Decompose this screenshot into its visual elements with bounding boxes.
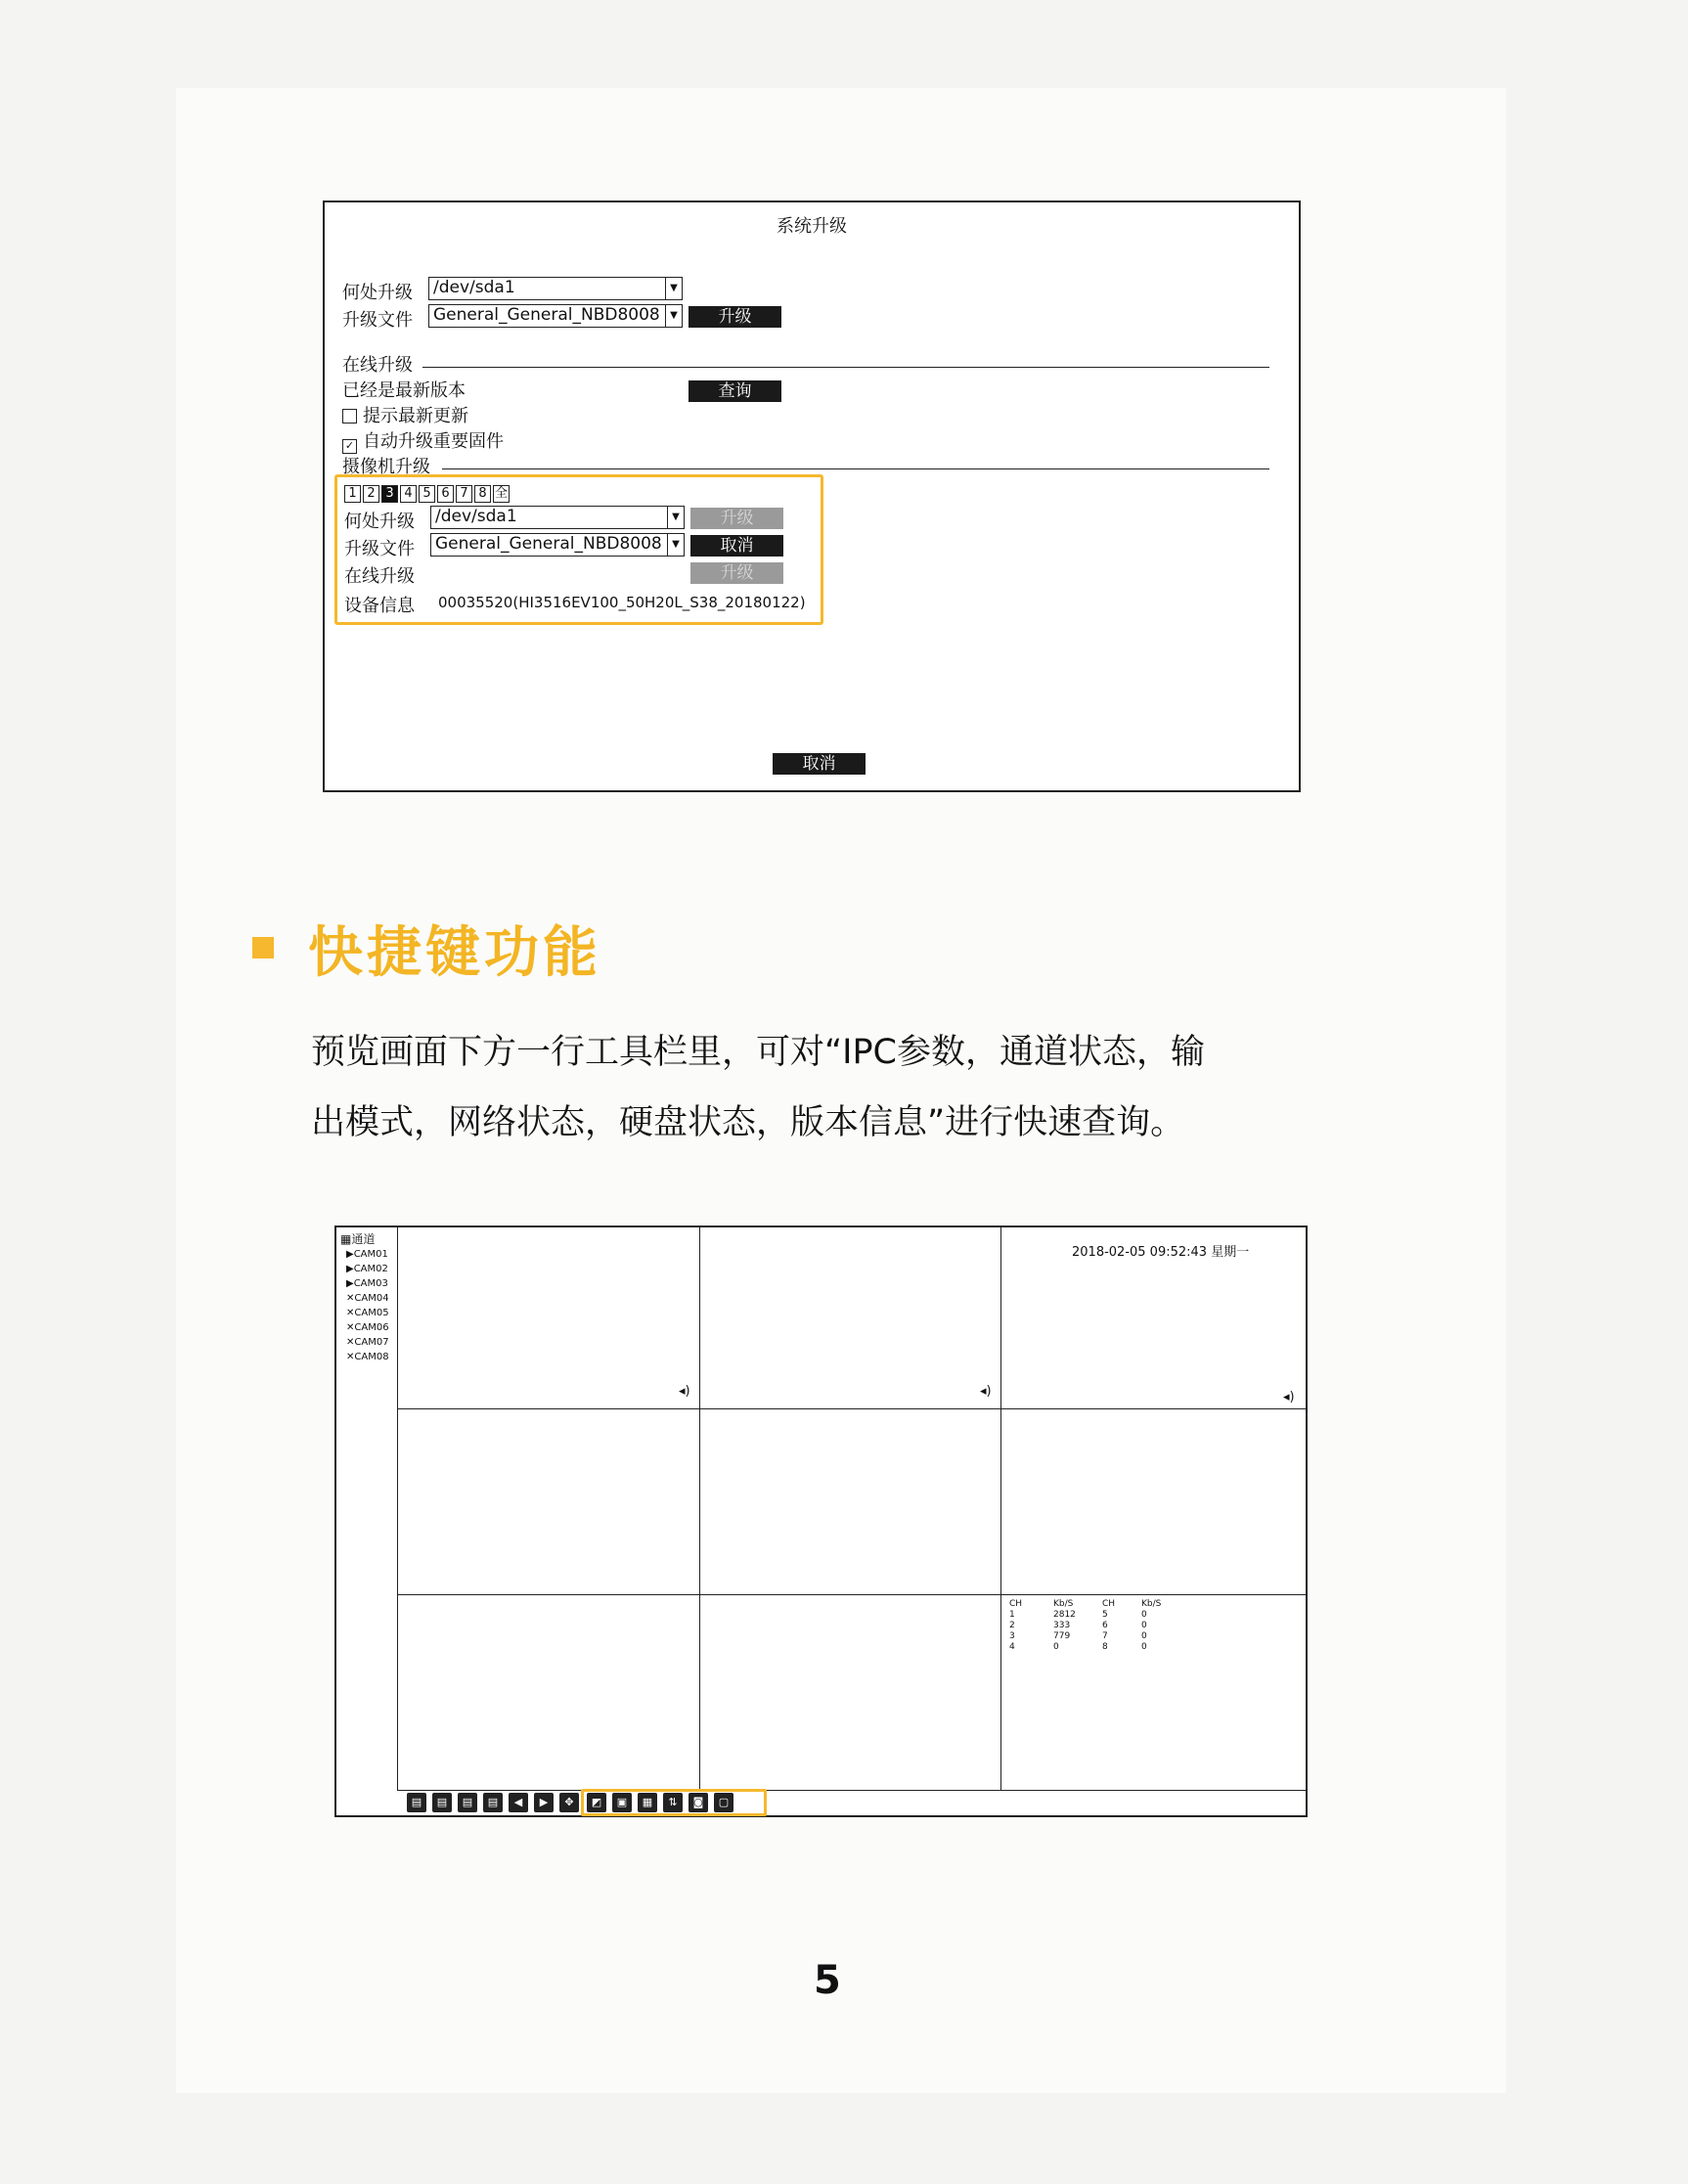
- system-upgrade-dialog: [323, 201, 1301, 792]
- auto-upgrade-checkbox[interactable]: ✓: [342, 439, 357, 454]
- dialog-title: 系统升级: [777, 216, 847, 237]
- prev-icon[interactable]: ◀: [509, 1793, 528, 1812]
- chevron-down-icon[interactable]: ▼: [665, 305, 682, 327]
- device-info-label: 设备信息: [344, 596, 415, 616]
- cam-upgrade-button[interactable]: 升级: [690, 508, 783, 529]
- preview-screen: [334, 1226, 1308, 1817]
- ipc-param-icon[interactable]: ◩: [587, 1793, 606, 1812]
- cam-where-select[interactable]: [430, 506, 685, 529]
- prompt-update-checkbox[interactable]: [342, 409, 357, 423]
- device-info-value: 00035520(HI3516EV100_50H20L_S38_20180122): [438, 594, 806, 611]
- channel-2-button[interactable]: 2: [363, 485, 379, 503]
- where-select[interactable]: [428, 277, 683, 300]
- stats-row: 1 2812 5 0: [1009, 1610, 1147, 1620]
- cam-where-label: 何处升级: [344, 512, 415, 532]
- stats-row: 2 333 6 0: [1009, 1621, 1147, 1630]
- speaker-icon[interactable]: ◂): [980, 1384, 992, 1399]
- prompt-update-option[interactable]: [342, 402, 468, 427]
- channel-all-button[interactable]: 全: [494, 486, 508, 501]
- version-info-icon[interactable]: ▢: [714, 1793, 733, 1812]
- view16-icon[interactable]: ▤: [483, 1793, 503, 1812]
- cancel-button[interactable]: 取消: [773, 753, 866, 775]
- video-grid: [397, 1227, 1307, 1790]
- cam-cancel-button[interactable]: 取消: [690, 535, 783, 557]
- prompt-update-label: 提示最新更新: [363, 406, 468, 426]
- body-line-1: 预览画面下方一行工具栏里，可对“IPC参数，通道状态，输: [311, 1033, 1206, 1072]
- latest-version-text: 已经是最新版本: [342, 380, 466, 401]
- channel-1-button[interactable]: 1: [344, 485, 361, 503]
- camera-item[interactable]: ✕CAM08: [346, 1352, 389, 1362]
- camera-item[interactable]: ✕CAM05: [346, 1308, 389, 1318]
- camera-item[interactable]: ✕CAM04: [346, 1293, 389, 1304]
- channel-tree-title: ▦通道: [340, 1232, 376, 1246]
- camera-item[interactable]: ✕CAM07: [346, 1337, 389, 1348]
- auto-upgrade-option[interactable]: [342, 427, 504, 454]
- section-heading: 快捷键功能: [308, 921, 601, 985]
- grid-line: [397, 1408, 1307, 1409]
- channel-selector: [344, 481, 511, 503]
- folder-icon: ▦: [340, 1232, 352, 1246]
- upgrade-button[interactable]: 升级: [689, 306, 781, 328]
- where-value: /dev/sda1: [433, 278, 515, 297]
- speaker-icon[interactable]: ◂): [679, 1384, 690, 1399]
- channel-3-button[interactable]: 3: [381, 485, 398, 503]
- next-icon[interactable]: ▶: [534, 1793, 554, 1812]
- cam-file-select[interactable]: [430, 533, 685, 557]
- disk-status-icon[interactable]: ◙: [689, 1793, 708, 1812]
- grid-line: [397, 1227, 398, 1790]
- view4-icon[interactable]: ▤: [432, 1793, 452, 1812]
- channel-4-button[interactable]: 4: [400, 485, 417, 503]
- section-divider: [442, 468, 1269, 469]
- cam-online-label: 在线升级: [344, 566, 415, 587]
- view1-icon[interactable]: ▤: [407, 1793, 426, 1812]
- grid-line: [1000, 1227, 1001, 1790]
- datetime-display: 2018-02-05 09:52:43 星期一: [1072, 1245, 1250, 1260]
- cam-where-value: /dev/sda1: [435, 507, 517, 526]
- auto-upgrade-label: 自动升级重要固件: [363, 431, 504, 452]
- stats-row: 4 0 8 0: [1009, 1642, 1147, 1652]
- grid-line: [397, 1790, 1307, 1791]
- grid-line: [397, 1594, 1307, 1595]
- channel-5-button[interactable]: 5: [419, 485, 435, 503]
- speaker-icon[interactable]: ◂): [1283, 1390, 1295, 1404]
- cam-online-upgrade-button[interactable]: 升级: [690, 562, 783, 584]
- query-button[interactable]: 查询: [689, 380, 781, 402]
- camera-item[interactable]: ▶CAM01: [346, 1249, 388, 1260]
- cam-file-label: 升级文件: [344, 539, 415, 559]
- online-upgrade-section: 在线升级: [342, 355, 413, 376]
- where-label: 何处升级: [342, 283, 413, 303]
- channel-7-button[interactable]: 7: [456, 485, 472, 503]
- section-divider: [422, 367, 1269, 368]
- camera-upgrade-section: 摄像机升级: [342, 457, 430, 477]
- file-select[interactable]: [428, 304, 683, 328]
- network-status-icon[interactable]: ⇅: [663, 1793, 683, 1812]
- file-value: General_General_NBD8008: [433, 305, 660, 325]
- chevron-down-icon[interactable]: ▼: [665, 278, 682, 299]
- bitrate-stats: [1009, 1599, 1185, 1653]
- channel-tree: [340, 1232, 389, 1364]
- body-line-2: 出模式，网络状态，硬盘状态，版本信息”进行快速查询。: [311, 1103, 1185, 1142]
- channel-status-icon[interactable]: ▣: [612, 1793, 632, 1812]
- channel-8-button[interactable]: 8: [474, 485, 491, 503]
- ptz-icon[interactable]: ✥: [559, 1793, 579, 1812]
- grid-line: [699, 1227, 700, 1790]
- page-number: 5: [814, 1958, 841, 2003]
- view9-icon[interactable]: ▤: [458, 1793, 477, 1812]
- chevron-down-icon[interactable]: ▼: [667, 507, 684, 528]
- grid-line: [1306, 1227, 1307, 1790]
- stats-header: CH Kb/S CH Kb/S: [1009, 1599, 1162, 1609]
- stats-row: 3 779 7 0: [1009, 1631, 1147, 1641]
- camera-item[interactable]: ✕CAM06: [346, 1322, 389, 1333]
- output-mode-icon[interactable]: ▦: [638, 1793, 657, 1812]
- chevron-down-icon[interactable]: ▼: [667, 534, 684, 556]
- cam-file-value: General_General_NBD8008: [435, 534, 662, 554]
- heading-bullet-icon: [252, 937, 274, 958]
- camera-item[interactable]: ▶CAM03: [346, 1278, 388, 1289]
- camera-item[interactable]: ▶CAM02: [346, 1264, 388, 1274]
- channel-6-button[interactable]: 6: [437, 485, 454, 503]
- file-label: 升级文件: [342, 310, 413, 331]
